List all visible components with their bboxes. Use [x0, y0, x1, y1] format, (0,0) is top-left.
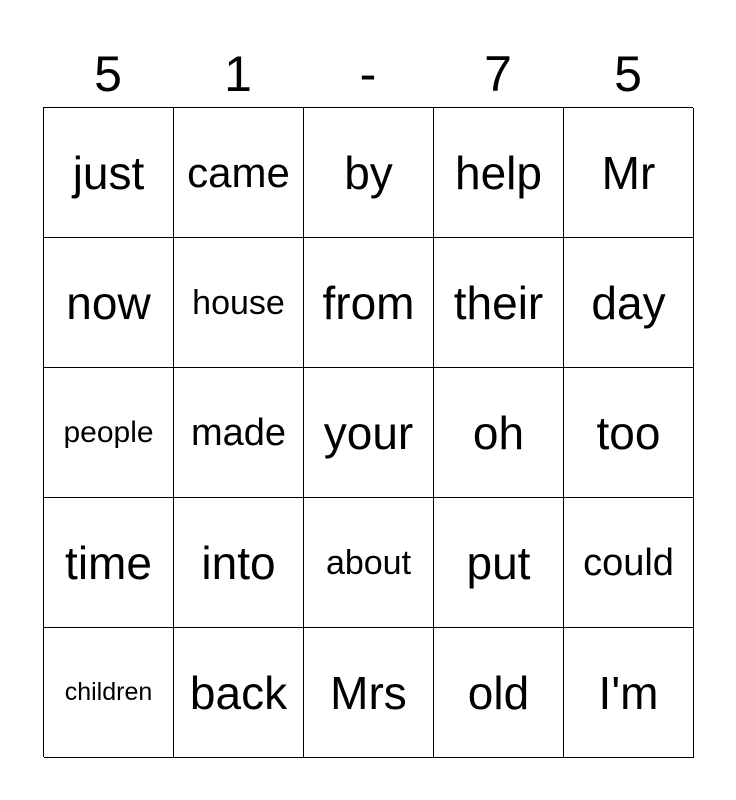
- bingo-cell[interactable]: made: [174, 368, 304, 498]
- bingo-cell[interactable]: from: [304, 238, 434, 368]
- bingo-cell[interactable]: Mrs: [304, 628, 434, 758]
- bingo-cell[interactable]: too: [564, 368, 694, 498]
- bingo-cell[interactable]: now: [44, 238, 174, 368]
- header-letter: 5: [614, 46, 642, 102]
- bingo-cell[interactable]: house: [174, 238, 304, 368]
- bingo-cell[interactable]: your: [304, 368, 434, 498]
- bingo-cell[interactable]: about: [304, 498, 434, 628]
- bingo-cell[interactable]: put: [434, 498, 564, 628]
- bingo-cell[interactable]: just: [44, 108, 174, 238]
- bingo-cell[interactable]: came: [174, 108, 304, 238]
- bingo-header: [43, 40, 693, 108]
- bingo-cell[interactable]: oh: [434, 368, 564, 498]
- header-letter: 5: [94, 46, 122, 102]
- header-letter: 1: [224, 46, 252, 102]
- bingo-cell[interactable]: help: [434, 108, 564, 238]
- bingo-grid: [43, 107, 693, 757]
- bingo-cell[interactable]: time: [44, 498, 174, 628]
- header-letter: -: [359, 46, 377, 102]
- header-letter: 7: [484, 46, 512, 102]
- bingo-cell[interactable]: old: [434, 628, 564, 758]
- bingo-cell[interactable]: Mr: [564, 108, 694, 238]
- bingo-cell[interactable]: day: [564, 238, 694, 368]
- bingo-cell[interactable]: back: [174, 628, 304, 758]
- bingo-cell[interactable]: by: [304, 108, 434, 238]
- bingo-cell[interactable]: children: [44, 628, 174, 758]
- bingo-cell[interactable]: could: [564, 498, 694, 628]
- bingo-cell[interactable]: I'm: [564, 628, 694, 758]
- bingo-cell[interactable]: people: [44, 368, 174, 498]
- bingo-cell[interactable]: into: [174, 498, 304, 628]
- bingo-cell[interactable]: their: [434, 238, 564, 368]
